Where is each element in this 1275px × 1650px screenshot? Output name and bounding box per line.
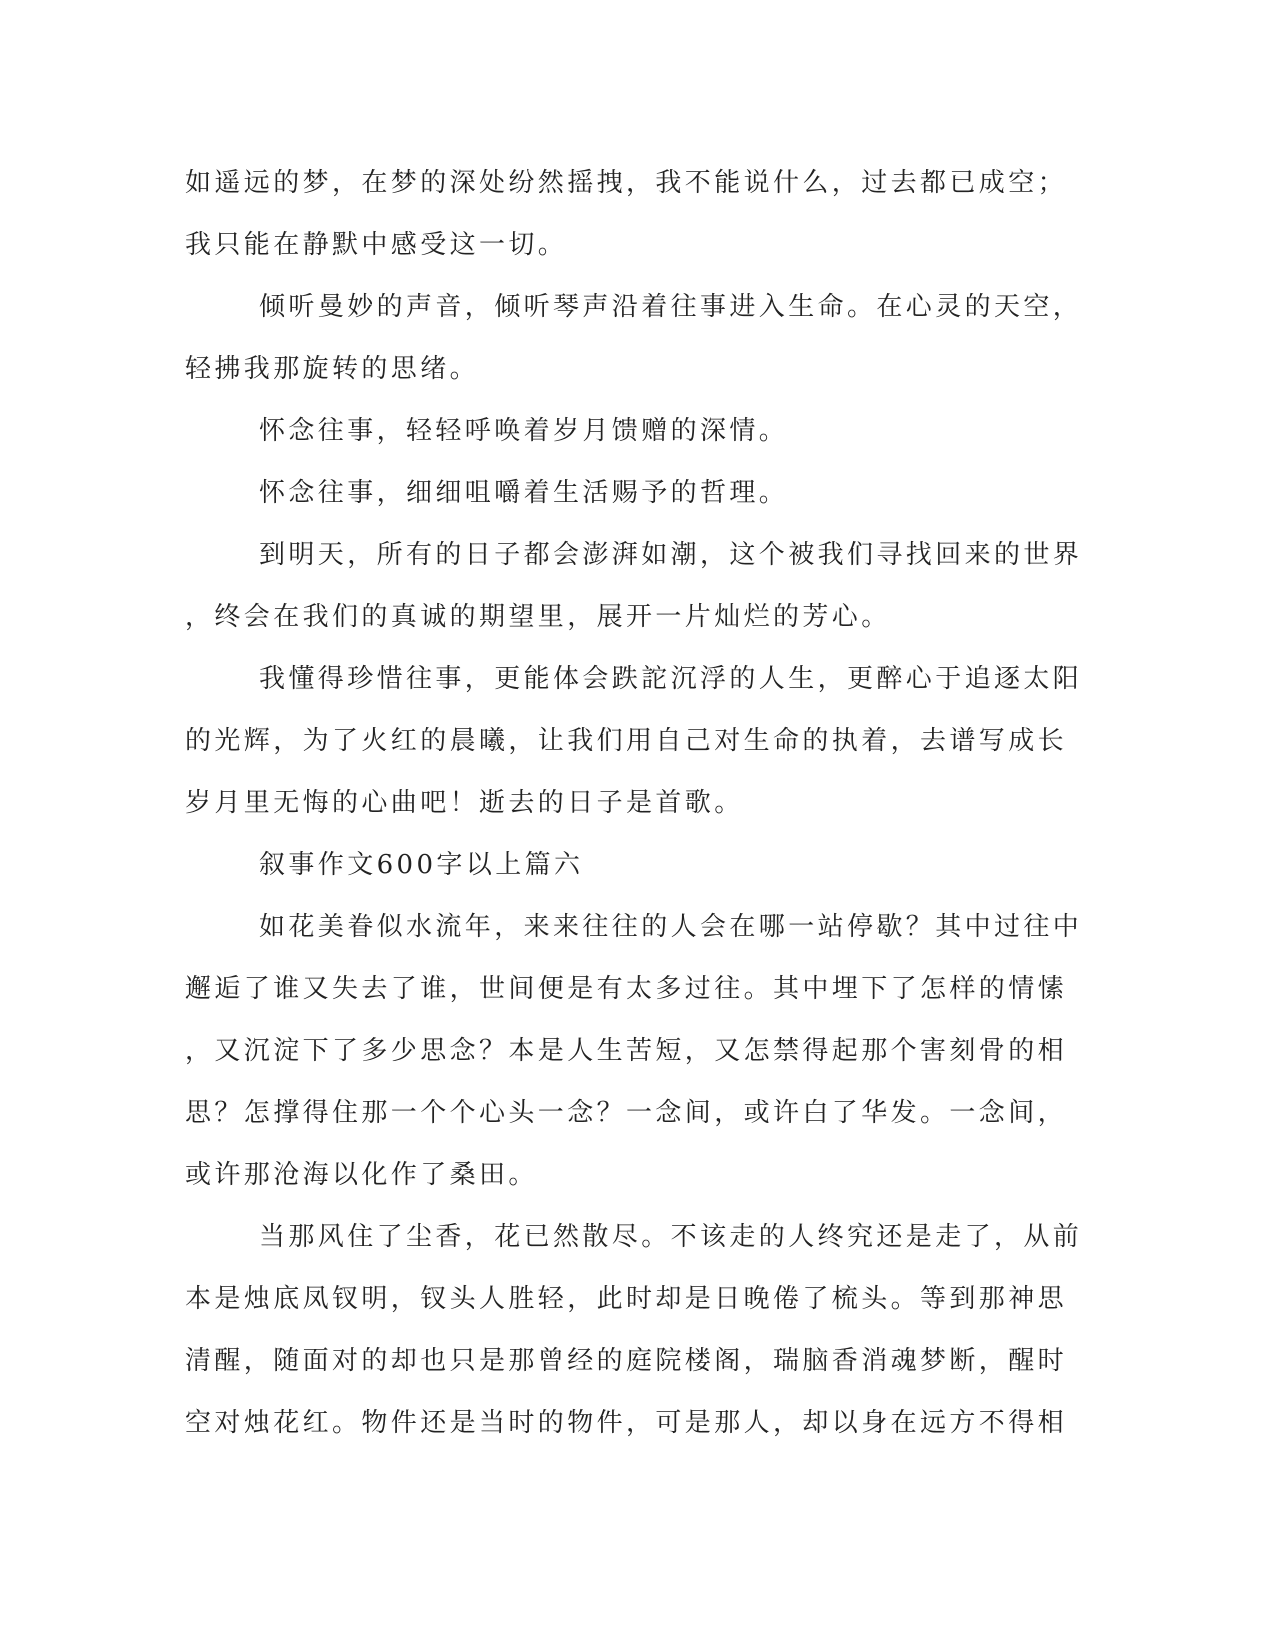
- text-line: 如遥远的梦，在梦的深处纷然摇拽，我不能说什么，过去都已成空；: [185, 168, 1068, 198]
- text-line: 空对烛花红。物件还是当时的物件，可是那人，却以身在远方不得相: [185, 1408, 1068, 1438]
- paragraph-first-line: 到明天，所有的日子都会澎湃如潮，这个被我们寻找回来的世界: [259, 540, 1083, 570]
- paragraph-first-line: 如花美眷似水流年，来来往往的人会在哪一站停歇？其中过往中: [259, 912, 1083, 942]
- text-line: 岁月里无悔的心曲吧！逝去的日子是首歌。: [185, 788, 744, 818]
- paragraph-first-line: 当那风住了尘香，花已然散尽。不该走的人终究还是走了，从前: [259, 1222, 1083, 1252]
- text-line: ，终会在我们的真诚的期望里，展开一片灿烂的芳心。: [185, 602, 891, 632]
- text-line: 本是烛底凤钗明，钗头人胜轻，此时却是日晚倦了梳头。等到那神思: [185, 1284, 1068, 1314]
- text-line: ，又沉淀下了多少思念？本是人生苦短，又怎禁得起那个害刻骨的相: [185, 1036, 1068, 1066]
- paragraph-first-line: 我懂得珍惜往事，更能体会跌詑沉浮的人生，更醉心于追逐太阳: [259, 664, 1083, 694]
- paragraph-first-line: 怀念往事，细细咀嚼着生活赐予的哲理。: [259, 478, 789, 508]
- text-line: 轻拂我那旋转的思绪。: [185, 354, 480, 384]
- text-line: 清醒，随面对的却也只是那曾经的庭院楼阁，瑞脑香消魂梦断，醒时: [185, 1346, 1068, 1376]
- text-line: 邂逅了谁又失去了谁，世间便是有太多过往。其中埋下了怎样的情愫: [185, 974, 1068, 1004]
- text-line: 思？怎撑得住那一个个心头一念？一念间，或许白了华发。一念间，: [185, 1098, 1068, 1128]
- paragraph-first-line: 怀念往事，轻轻呼唤着岁月馈赠的深情。: [259, 416, 789, 446]
- text-line: 我只能在静默中感受这一切。: [185, 230, 568, 260]
- section-heading: 叙事作文600字以上篇六: [259, 850, 584, 880]
- text-line: 或许那沧海以化作了桑田。: [185, 1160, 538, 1190]
- paragraph-first-line: 倾听曼妙的声音，倾听琴声沿着往事进入生命。在心灵的天空，: [259, 292, 1083, 322]
- text-line: 的光辉，为了火红的晨曦，让我们用自己对生命的执着，去谱写成长: [185, 726, 1068, 756]
